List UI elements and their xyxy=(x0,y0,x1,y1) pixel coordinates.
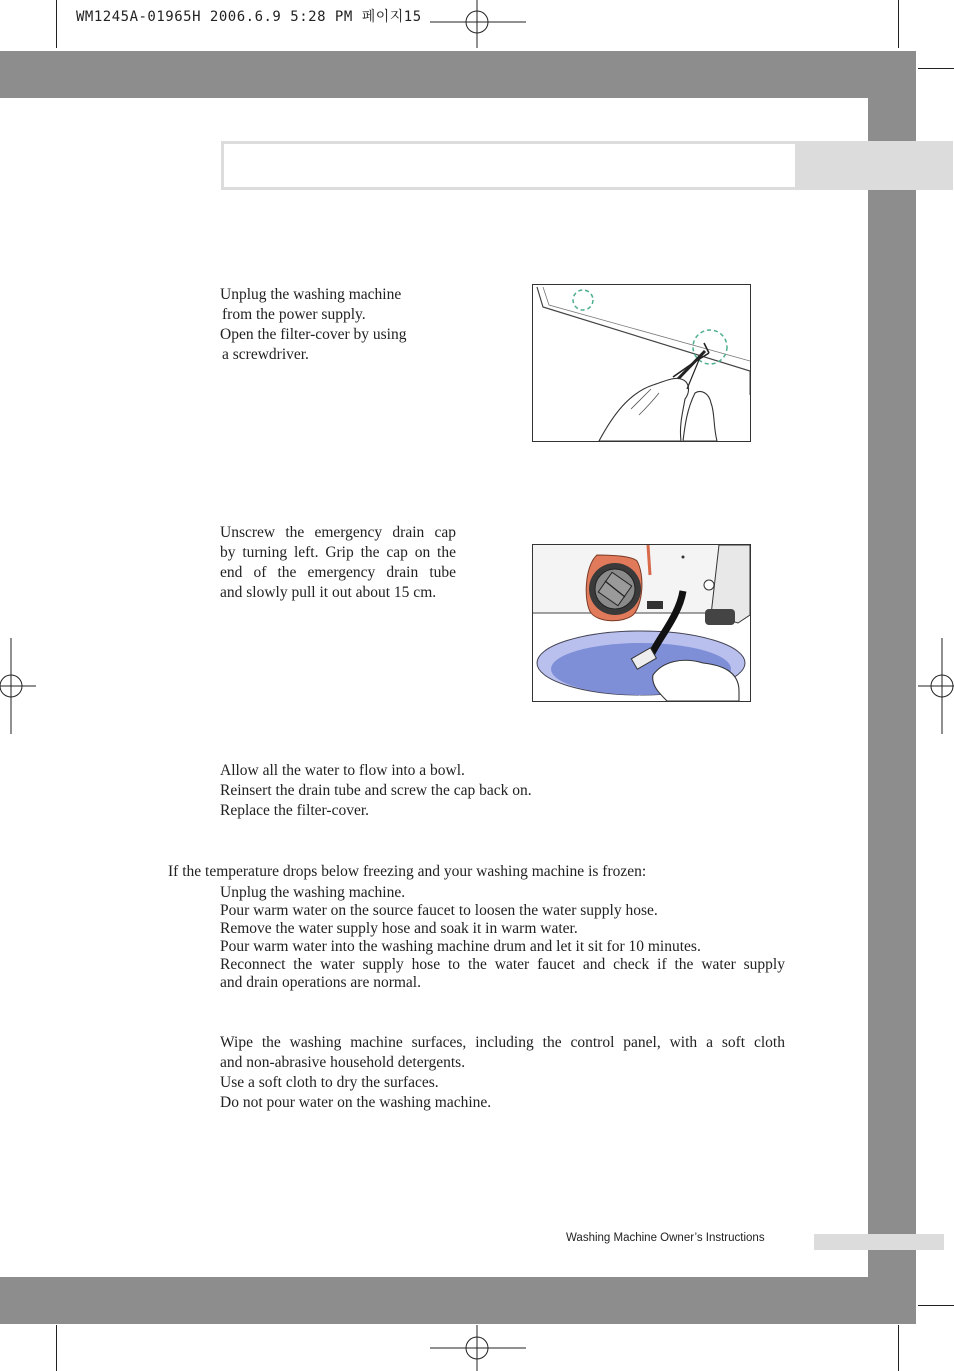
step3-line: Allow all the water to flow into a bowl. xyxy=(220,762,465,779)
registration-mark-top xyxy=(430,0,526,48)
frozen-line: Pour warm water into the washing machine drum and let it sit for 10 minutes. xyxy=(220,938,701,955)
step1-text xyxy=(220,285,460,365)
cleaning-line: Use a soft cloth to dry the surfaces. xyxy=(220,1074,439,1091)
page-number-tab xyxy=(814,1234,944,1250)
step2-line: Unscrew the emergency drain cap xyxy=(220,524,456,541)
crop-mark xyxy=(56,1325,57,1371)
crop-mark xyxy=(56,0,57,48)
frozen-line: Unplug the washing machine. xyxy=(220,884,406,901)
footer-title: Washing Machine Owner’s Instructions xyxy=(566,1232,765,1244)
frozen-line: Remove the water supply hose and soak it in warm water. xyxy=(220,920,578,937)
step1-line: Unplug the washing machine xyxy=(220,286,402,303)
step2-line: and slowly pull it out about 15 cm. xyxy=(220,584,437,601)
cleaning-line: Do not pour water on the washing machine. xyxy=(220,1094,492,1111)
registration-mark-right xyxy=(918,638,954,734)
registration-mark-left xyxy=(0,638,36,734)
step1-line: Open the filter-cover by using xyxy=(220,326,407,343)
step1-line: a screwdriver. xyxy=(222,346,309,363)
frozen-line: Reconnect the water supply hose to the water faucet and check if the water supply xyxy=(220,956,785,973)
step1-line: from the power supply. xyxy=(222,306,366,323)
cleaning-line: and non-abrasive household detergents. xyxy=(220,1054,466,1071)
step2-text xyxy=(220,523,456,603)
frozen-steps xyxy=(220,884,785,992)
cleaning-line: Wipe the washing machine surfaces, including the control panel, with a soft cloth xyxy=(220,1034,785,1051)
section-title-bar xyxy=(221,141,798,190)
section-title-tab xyxy=(797,141,953,190)
frozen-intro: If the temperature drops below freezing and your washing machine is frozen: xyxy=(168,863,647,880)
print-header: WM1245A-01965H 2006.6.9 5:28 PM 페이지15 xyxy=(76,9,422,25)
crop-mark xyxy=(898,1325,899,1371)
frozen-line: and drain operations are normal. xyxy=(220,974,421,991)
frozen-line: Pour warm water on the source faucet to loosen the water supply hose. xyxy=(220,902,658,919)
step2-line: by turning left. Grip the cap on the xyxy=(220,544,456,561)
crop-mark xyxy=(918,1305,954,1306)
step3-line: Replace the filter-cover. xyxy=(220,802,370,819)
bottom-band xyxy=(0,1277,916,1324)
step3-line: Reinsert the drain tube and screw the cap back on. xyxy=(220,782,532,799)
figure-emergency-drain xyxy=(532,544,751,702)
registration-mark-bottom xyxy=(430,1325,526,1371)
step3-text xyxy=(220,761,532,821)
right-band xyxy=(868,51,916,1324)
cleaning-text xyxy=(220,1033,785,1113)
crop-mark xyxy=(898,0,899,48)
top-band xyxy=(0,51,916,98)
step2-line: end of the emergency drain tube xyxy=(220,564,456,581)
figure-open-filter-cover xyxy=(532,284,751,442)
crop-mark xyxy=(918,68,954,69)
